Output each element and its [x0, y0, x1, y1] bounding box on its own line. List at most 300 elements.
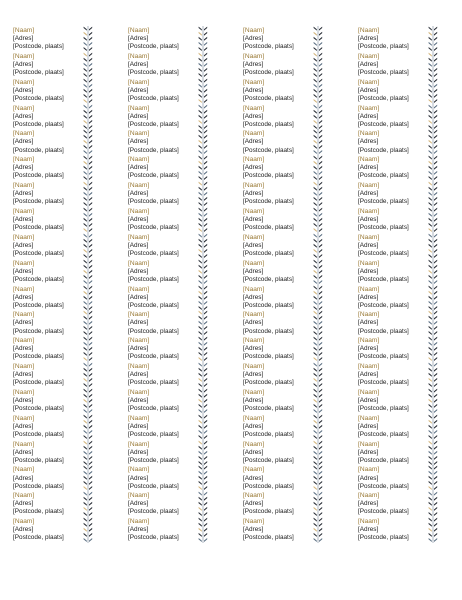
label-postal-city: [Postcode, plaats] — [358, 482, 409, 490]
label-postal-city: [Postcode, plaats] — [13, 353, 64, 361]
label-text — [358, 27, 409, 51]
address-label — [0, 26, 114, 52]
label-name: [Naam] — [13, 363, 35, 371]
label-text — [358, 311, 409, 335]
vine-leaf-icon — [308, 78, 328, 104]
label-postal-city: [Postcode, plaats] — [128, 430, 179, 438]
label-name: [Naam] — [243, 414, 265, 422]
vine-leaf-icon — [308, 310, 328, 336]
label-address: [Adres] — [128, 396, 149, 404]
address-label — [0, 491, 114, 517]
vine-leaf-icon — [308, 285, 328, 311]
address-label — [115, 207, 229, 233]
label-text — [128, 27, 179, 51]
label-name: [Naam] — [128, 233, 150, 241]
label-text — [358, 492, 409, 516]
address-label — [230, 78, 344, 104]
address-label — [0, 414, 114, 440]
address-label — [230, 440, 344, 466]
label-text — [128, 234, 179, 258]
label-address: [Adres] — [358, 267, 379, 275]
label-postal-city: [Postcode, plaats] — [128, 43, 179, 51]
label-address: [Adres] — [128, 448, 149, 456]
vine-leaf-icon — [423, 491, 443, 517]
label-address: [Adres] — [243, 500, 264, 508]
label-text — [358, 182, 409, 206]
label-name: [Naam] — [358, 311, 380, 319]
address-label — [230, 104, 344, 130]
label-text — [243, 492, 294, 516]
label-name: [Naam] — [13, 52, 35, 60]
vine-leaf-icon — [308, 233, 328, 259]
label-name: [Naam] — [13, 78, 35, 86]
label-name: [Naam] — [243, 182, 265, 190]
label-postal-city: [Postcode, plaats] — [13, 94, 64, 102]
vine-leaf-icon — [193, 26, 213, 52]
vine-leaf-icon — [308, 129, 328, 155]
label-address: [Adres] — [358, 396, 379, 404]
address-label — [115, 233, 229, 259]
label-text — [128, 130, 179, 154]
vine-leaf-icon — [423, 465, 443, 491]
address-label — [345, 207, 459, 233]
address-label — [0, 78, 114, 104]
label-text — [358, 53, 409, 77]
label-name: [Naam] — [358, 27, 380, 34]
label-name: [Naam] — [243, 156, 265, 164]
label-text — [243, 182, 294, 206]
label-text — [128, 363, 179, 387]
address-label — [345, 440, 459, 466]
vine-leaf-icon — [423, 388, 443, 414]
label-text — [128, 208, 179, 232]
label-name: [Naam] — [13, 311, 35, 319]
label-address: [Adres] — [13, 35, 34, 43]
vine-leaf-icon — [308, 491, 328, 517]
label-postal-city: [Postcode, plaats] — [243, 120, 294, 128]
address-label — [115, 310, 229, 336]
address-label — [115, 52, 229, 78]
label-name: [Naam] — [13, 104, 35, 112]
label-name: [Naam] — [13, 27, 35, 34]
label-address: [Adres] — [358, 345, 379, 353]
label-postal-city: [Postcode, plaats] — [128, 275, 179, 283]
label-name: [Naam] — [13, 466, 35, 474]
label-text — [243, 234, 294, 258]
vine-leaf-icon — [78, 440, 98, 466]
vine-leaf-icon — [423, 207, 443, 233]
vine-leaf-icon — [423, 285, 443, 311]
label-name: [Naam] — [243, 285, 265, 293]
vine-leaf-icon — [423, 440, 443, 466]
label-name: [Naam] — [128, 78, 150, 86]
label-address: [Adres] — [13, 112, 34, 120]
label-name: [Naam] — [128, 259, 150, 267]
label-text — [243, 53, 294, 77]
label-text — [358, 518, 409, 542]
address-label — [230, 310, 344, 336]
address-label — [0, 440, 114, 466]
label-name: [Naam] — [243, 233, 265, 241]
label-postal-city: [Postcode, plaats] — [243, 405, 294, 413]
vine-leaf-icon — [423, 362, 443, 388]
address-label — [0, 233, 114, 259]
label-name: [Naam] — [358, 388, 380, 396]
address-label — [345, 104, 459, 130]
vine-leaf-icon — [308, 440, 328, 466]
vine-leaf-icon — [423, 517, 443, 543]
label-postal-city: [Postcode, plaats] — [13, 43, 64, 51]
label-name: [Naam] — [358, 259, 380, 267]
vine-leaf-icon — [423, 78, 443, 104]
label-text — [13, 337, 64, 361]
label-text — [358, 415, 409, 439]
label-postal-city: [Postcode, plaats] — [128, 327, 179, 335]
label-name: [Naam] — [128, 518, 150, 526]
label-postal-city: [Postcode, plaats] — [358, 508, 409, 516]
label-name: [Naam] — [13, 156, 35, 164]
label-name: [Naam] — [128, 182, 150, 190]
vine-leaf-icon — [193, 259, 213, 285]
label-postal-city: [Postcode, plaats] — [243, 301, 294, 309]
vine-leaf-icon — [78, 310, 98, 336]
label-text — [13, 53, 64, 77]
label-address: [Adres] — [243, 474, 264, 482]
label-text — [243, 337, 294, 361]
label-name: [Naam] — [13, 492, 35, 500]
label-name: [Naam] — [128, 414, 150, 422]
label-address: [Adres] — [13, 60, 34, 68]
vine-leaf-icon — [308, 388, 328, 414]
address-label — [0, 285, 114, 311]
label-address: [Adres] — [128, 35, 149, 43]
address-label — [0, 155, 114, 181]
label-postal-city: [Postcode, plaats] — [128, 456, 179, 464]
label-name: [Naam] — [243, 518, 265, 526]
label-address: [Adres] — [243, 241, 264, 249]
vine-leaf-icon — [308, 207, 328, 233]
address-label — [230, 26, 344, 52]
label-name: [Naam] — [358, 78, 380, 86]
vine-leaf-icon — [193, 155, 213, 181]
address-label — [115, 181, 229, 207]
label-text — [13, 466, 64, 490]
label-text — [13, 208, 64, 232]
label-name: [Naam] — [358, 466, 380, 474]
label-name: [Naam] — [243, 337, 265, 345]
label-text — [243, 466, 294, 490]
label-address: [Adres] — [13, 293, 34, 301]
label-text — [128, 337, 179, 361]
label-address: [Adres] — [243, 267, 264, 275]
label-address: [Adres] — [358, 112, 379, 120]
address-label — [230, 285, 344, 311]
label-name: [Naam] — [358, 440, 380, 448]
label-postal-city: [Postcode, plaats] — [128, 301, 179, 309]
vine-leaf-icon — [78, 78, 98, 104]
label-name: [Naam] — [13, 182, 35, 190]
label-postal-city: [Postcode, plaats] — [128, 249, 179, 257]
label-name: [Naam] — [243, 207, 265, 215]
label-name: [Naam] — [128, 27, 150, 34]
label-postal-city: [Postcode, plaats] — [243, 94, 294, 102]
label-postal-city: [Postcode, plaats] — [13, 249, 64, 257]
label-address: [Adres] — [358, 371, 379, 379]
label-postal-city: [Postcode, plaats] — [358, 249, 409, 257]
label-text — [358, 286, 409, 310]
label-address: [Adres] — [243, 164, 264, 172]
vine-leaf-icon — [423, 414, 443, 440]
label-text — [243, 156, 294, 180]
vine-leaf-icon — [308, 52, 328, 78]
label-address: [Adres] — [128, 267, 149, 275]
label-text — [13, 130, 64, 154]
label-name: [Naam] — [243, 130, 265, 138]
label-address: [Adres] — [13, 345, 34, 353]
label-address: [Adres] — [243, 319, 264, 327]
address-label — [230, 207, 344, 233]
vine-leaf-icon — [193, 104, 213, 130]
label-name: [Naam] — [243, 52, 265, 60]
label-name: [Naam] — [358, 52, 380, 60]
address-label — [115, 78, 229, 104]
label-address: [Adres] — [13, 241, 34, 249]
label-name: [Naam] — [358, 518, 380, 526]
vine-leaf-icon — [423, 233, 443, 259]
label-text — [13, 105, 64, 129]
label-name: [Naam] — [358, 182, 380, 190]
label-text — [243, 363, 294, 387]
label-postal-city: [Postcode, plaats] — [128, 224, 179, 232]
label-address: [Adres] — [128, 164, 149, 172]
label-address: [Adres] — [128, 60, 149, 68]
label-postal-city: [Postcode, plaats] — [128, 353, 179, 361]
label-address: [Adres] — [13, 267, 34, 275]
vine-leaf-icon — [308, 155, 328, 181]
label-address: [Adres] — [243, 526, 264, 534]
label-name: [Naam] — [13, 414, 35, 422]
vine-leaf-icon — [193, 310, 213, 336]
address-label — [345, 310, 459, 336]
address-label — [345, 129, 459, 155]
label-name: [Naam] — [128, 52, 150, 60]
label-address: [Adres] — [243, 86, 264, 94]
label-address: [Adres] — [13, 371, 34, 379]
address-label — [115, 104, 229, 130]
vine-leaf-icon — [193, 285, 213, 311]
vine-leaf-icon — [308, 517, 328, 543]
vine-leaf-icon — [78, 465, 98, 491]
label-postal-city: [Postcode, plaats] — [358, 94, 409, 102]
label-name: [Naam] — [128, 285, 150, 293]
label-postal-city: [Postcode, plaats] — [358, 405, 409, 413]
label-postal-city: [Postcode, plaats] — [243, 43, 294, 51]
label-address: [Adres] — [243, 216, 264, 224]
label-text — [128, 311, 179, 335]
address-label — [0, 104, 114, 130]
label-address: [Adres] — [128, 319, 149, 327]
label-text — [13, 182, 64, 206]
label-address: [Adres] — [128, 241, 149, 249]
address-label — [0, 465, 114, 491]
label-text — [358, 79, 409, 103]
vine-leaf-icon — [193, 362, 213, 388]
label-postal-city: [Postcode, plaats] — [128, 379, 179, 387]
label-postal-city: [Postcode, plaats] — [243, 275, 294, 283]
label-name: [Naam] — [243, 104, 265, 112]
vine-leaf-icon — [308, 336, 328, 362]
address-label — [0, 52, 114, 78]
label-text — [243, 518, 294, 542]
vine-leaf-icon — [193, 78, 213, 104]
label-text — [243, 286, 294, 310]
label-address: [Adres] — [128, 371, 149, 379]
label-text — [243, 27, 294, 51]
address-label — [230, 388, 344, 414]
label-postal-city: [Postcode, plaats] — [243, 534, 294, 542]
address-label — [345, 491, 459, 517]
label-address: [Adres] — [243, 190, 264, 198]
label-name: [Naam] — [128, 388, 150, 396]
label-text — [128, 518, 179, 542]
vine-leaf-icon — [78, 414, 98, 440]
label-name: [Naam] — [358, 337, 380, 345]
address-label — [345, 285, 459, 311]
label-address: [Adres] — [13, 319, 34, 327]
label-name: [Naam] — [128, 363, 150, 371]
label-name: [Naam] — [243, 388, 265, 396]
label-postal-city: [Postcode, plaats] — [13, 275, 64, 283]
label-text — [13, 286, 64, 310]
label-postal-city: [Postcode, plaats] — [243, 249, 294, 257]
label-text — [13, 156, 64, 180]
vine-leaf-icon — [78, 26, 98, 52]
label-text — [128, 492, 179, 516]
label-postal-city: [Postcode, plaats] — [358, 69, 409, 77]
address-label — [230, 181, 344, 207]
label-text — [13, 311, 64, 335]
label-address: [Adres] — [243, 60, 264, 68]
vine-leaf-icon — [78, 285, 98, 311]
address-label — [345, 336, 459, 362]
label-name: [Naam] — [358, 207, 380, 215]
label-name: [Naam] — [243, 492, 265, 500]
label-postal-city: [Postcode, plaats] — [358, 43, 409, 51]
vine-leaf-icon — [193, 52, 213, 78]
label-name: [Naam] — [128, 337, 150, 345]
label-address: [Adres] — [13, 422, 34, 430]
label-address: [Adres] — [358, 474, 379, 482]
label-address: [Adres] — [128, 422, 149, 430]
label-text — [358, 208, 409, 232]
label-postal-city: [Postcode, plaats] — [358, 224, 409, 232]
label-text — [243, 105, 294, 129]
label-name: [Naam] — [243, 78, 265, 86]
label-name: [Naam] — [243, 440, 265, 448]
label-postal-city: [Postcode, plaats] — [358, 430, 409, 438]
label-name: [Naam] — [13, 207, 35, 215]
label-text — [128, 415, 179, 439]
address-label — [115, 362, 229, 388]
label-postal-city: [Postcode, plaats] — [13, 508, 64, 516]
label-postal-city: [Postcode, plaats] — [13, 482, 64, 490]
label-postal-city: [Postcode, plaats] — [358, 534, 409, 542]
vine-leaf-icon — [308, 181, 328, 207]
vine-leaf-icon — [78, 388, 98, 414]
label-name: [Naam] — [13, 233, 35, 241]
address-label — [0, 129, 114, 155]
address-label — [115, 465, 229, 491]
address-label — [0, 310, 114, 336]
label-postal-city: [Postcode, plaats] — [13, 172, 64, 180]
label-postal-city: [Postcode, plaats] — [128, 198, 179, 206]
vine-leaf-icon — [78, 517, 98, 543]
address-label — [230, 362, 344, 388]
label-postal-city: [Postcode, plaats] — [128, 172, 179, 180]
label-postal-city: [Postcode, plaats] — [243, 353, 294, 361]
label-postal-city: [Postcode, plaats] — [358, 198, 409, 206]
address-label — [345, 155, 459, 181]
label-text — [13, 518, 64, 542]
vine-leaf-icon — [78, 181, 98, 207]
label-postal-city: [Postcode, plaats] — [243, 456, 294, 464]
label-address: [Adres] — [243, 138, 264, 146]
label-address: [Adres] — [358, 448, 379, 456]
address-label — [345, 414, 459, 440]
label-name: [Naam] — [128, 130, 150, 138]
label-text — [13, 389, 64, 413]
label-address: [Adres] — [358, 60, 379, 68]
vine-leaf-icon — [78, 52, 98, 78]
label-text — [13, 441, 64, 465]
label-postal-city: [Postcode, plaats] — [243, 224, 294, 232]
label-postal-city: [Postcode, plaats] — [13, 301, 64, 309]
vine-leaf-icon — [308, 362, 328, 388]
label-postal-city: [Postcode, plaats] — [13, 327, 64, 335]
label-postal-city: [Postcode, plaats] — [128, 146, 179, 154]
label-text — [128, 105, 179, 129]
label-text — [13, 415, 64, 439]
label-name: [Naam] — [358, 130, 380, 138]
label-postal-city: [Postcode, plaats] — [13, 405, 64, 413]
label-text — [13, 363, 64, 387]
label-postal-city: [Postcode, plaats] — [128, 405, 179, 413]
label-address: [Adres] — [128, 112, 149, 120]
label-address: [Adres] — [128, 86, 149, 94]
vine-leaf-icon — [308, 414, 328, 440]
label-address: [Adres] — [128, 190, 149, 198]
label-postal-city: [Postcode, plaats] — [358, 379, 409, 387]
address-label — [115, 155, 229, 181]
vine-leaf-icon — [78, 155, 98, 181]
address-label — [115, 129, 229, 155]
address-label — [345, 465, 459, 491]
label-text — [128, 441, 179, 465]
label-text — [128, 53, 179, 77]
vine-leaf-icon — [193, 207, 213, 233]
label-postal-city: [Postcode, plaats] — [13, 534, 64, 542]
label-postal-city: [Postcode, plaats] — [13, 146, 64, 154]
label-postal-city: [Postcode, plaats] — [243, 508, 294, 516]
label-postal-city: [Postcode, plaats] — [243, 327, 294, 335]
label-name: [Naam] — [128, 311, 150, 319]
label-address: [Adres] — [243, 112, 264, 120]
label-name: [Naam] — [13, 518, 35, 526]
address-label — [345, 181, 459, 207]
vine-leaf-icon — [423, 52, 443, 78]
label-address: [Adres] — [13, 138, 34, 146]
label-address: [Adres] — [358, 319, 379, 327]
